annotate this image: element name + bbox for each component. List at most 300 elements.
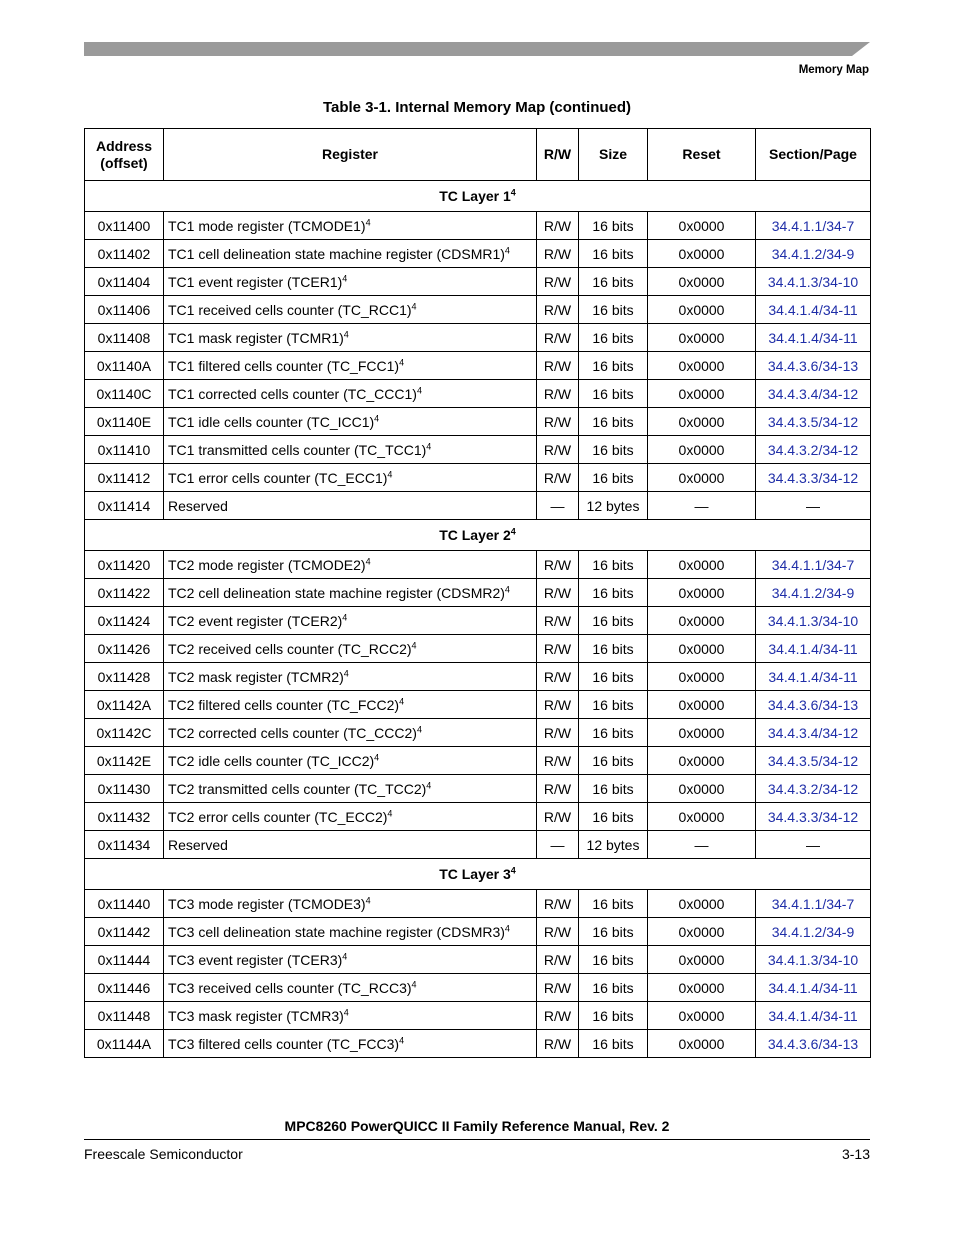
section-page-link[interactable]: 34.4.3.4/34-12	[767, 385, 859, 402]
rw-cell: R/W	[537, 775, 579, 803]
rw-cell: R/W	[537, 918, 579, 946]
address-cell: 0x11442	[85, 918, 164, 946]
section-page-cell	[756, 408, 871, 436]
register-cell	[164, 946, 537, 974]
section-page-cell	[756, 663, 871, 691]
address-cell: 0x1140A	[85, 352, 164, 380]
section-title	[85, 859, 871, 890]
footnote-ref: 4	[504, 244, 510, 255]
section-page-link[interactable]: 34.4.3.3/34-12	[767, 469, 859, 486]
section-page-cell	[756, 240, 871, 268]
section-title	[85, 181, 871, 212]
register-name: TC1 filtered cells counter (TC_FCC1)	[168, 357, 400, 374]
size-cell: 16 bits	[579, 946, 648, 974]
table-row	[85, 974, 871, 1002]
address-cell: 0x11414	[85, 492, 164, 520]
reset-cell: 0x0000	[648, 719, 756, 747]
rw-cell: R/W	[537, 324, 579, 352]
address-cell: 0x11432	[85, 803, 164, 831]
footer-company: Freescale Semiconductor	[84, 1146, 243, 1162]
register-cell	[164, 803, 537, 831]
size-cell: 16 bits	[579, 663, 648, 691]
table-row	[85, 296, 871, 324]
size-cell: 16 bits	[579, 324, 648, 352]
register-name: Reserved	[168, 497, 228, 514]
section-page-text: —	[806, 836, 820, 853]
rw-cell: R/W	[537, 240, 579, 268]
section-page-link[interactable]: 34.4.1.2/34-9	[771, 584, 855, 601]
size-cell: 16 bits	[579, 803, 648, 831]
section-page-cell	[756, 464, 871, 492]
register-cell	[164, 380, 537, 408]
table-row	[85, 607, 871, 635]
footnote-ref: 4	[416, 384, 422, 395]
rw-cell: R/W	[537, 747, 579, 775]
col-header-register: Register	[164, 129, 537, 181]
rw-cell: R/W	[537, 380, 579, 408]
reset-cell: 0x0000	[648, 268, 756, 296]
section-page-link[interactable]: 34.4.1.4/34-11	[768, 640, 858, 657]
footnote-ref: 4	[510, 187, 516, 198]
footnote-ref: 4	[411, 300, 417, 311]
section-title	[85, 520, 871, 551]
rw-cell: R/W	[537, 691, 579, 719]
address-cell: 0x1144A	[85, 1030, 164, 1058]
table-row	[85, 635, 871, 663]
footnote-ref: 4	[426, 440, 432, 451]
size-cell: 16 bits	[579, 918, 648, 946]
section-page-cell	[756, 1002, 871, 1030]
rw-cell: R/W	[537, 890, 579, 918]
footnote-ref: 4	[504, 922, 510, 933]
section-page-link[interactable]: 34.4.3.4/34-12	[767, 724, 859, 741]
register-name: TC2 corrected cells counter (TC_CCC2)	[168, 724, 417, 741]
address-cell: 0x11426	[85, 635, 164, 663]
section-page-link[interactable]: 34.4.3.5/34-12	[767, 752, 859, 769]
size-cell: 16 bits	[579, 268, 648, 296]
register-name: TC2 error cells counter (TC_ECC2)	[168, 808, 388, 825]
col-header-address	[85, 129, 164, 181]
reset-cell: 0x0000	[648, 691, 756, 719]
reset-cell: 0x0000	[648, 918, 756, 946]
register-name: TC1 cell delineation state machine register (CDSMR1)	[168, 245, 505, 262]
address-cell: 0x11448	[85, 1002, 164, 1030]
size-cell: 16 bits	[579, 607, 648, 635]
address-cell: 0x1142E	[85, 747, 164, 775]
reset-cell: 0x0000	[648, 212, 756, 240]
size-cell: 12 bytes	[579, 492, 648, 520]
footnote-ref: 4	[387, 807, 393, 818]
section-page-link[interactable]: 34.4.1.4/34-11	[768, 979, 858, 996]
section-page-cell	[756, 324, 871, 352]
footnote-ref: 4	[343, 328, 349, 339]
address-cell: 0x11406	[85, 296, 164, 324]
register-name: TC2 cell delineation state machine register (CDSMR2)	[168, 584, 505, 601]
reset-cell: —	[648, 492, 756, 520]
col-header-section: Section/Page	[756, 129, 871, 181]
section-page-cell	[756, 719, 871, 747]
section-page-cell	[756, 974, 871, 1002]
section-header-row	[85, 859, 871, 890]
section-page-cell	[756, 212, 871, 240]
register-cell	[164, 268, 537, 296]
section-page-link[interactable]: 34.4.1.3/34-10	[767, 273, 859, 290]
register-cell	[164, 691, 537, 719]
section-page-link[interactable]: 34.4.3.2/34-12	[767, 441, 859, 458]
register-name: TC3 cell delineation state machine register (CDSMR3)	[168, 923, 505, 940]
rw-cell: R/W	[537, 1002, 579, 1030]
footnote-ref: 4	[411, 639, 417, 650]
table-row	[85, 492, 871, 520]
table-title: Table 3-1. Internal Memory Map (continued)	[322, 99, 632, 116]
table-row	[85, 579, 871, 607]
section-page-cell	[756, 803, 871, 831]
reset-cell: 0x0000	[648, 436, 756, 464]
table-row	[85, 380, 871, 408]
register-name: TC3 event register (TCER3)	[168, 951, 343, 968]
section-page-cell	[756, 831, 871, 859]
footnote-ref: 4	[510, 526, 516, 537]
size-cell: 16 bits	[579, 464, 648, 492]
rw-cell: R/W	[537, 663, 579, 691]
rw-cell: R/W	[537, 464, 579, 492]
register-cell	[164, 775, 537, 803]
address-cell: 0x11428	[85, 663, 164, 691]
footnote-ref: 4	[399, 1034, 405, 1045]
table-row	[85, 1002, 871, 1030]
address-cell: 0x11440	[85, 890, 164, 918]
address-cell: 0x11400	[85, 212, 164, 240]
rw-cell: —	[537, 831, 579, 859]
address-cell: 0x11404	[85, 268, 164, 296]
address-cell: 0x11412	[85, 464, 164, 492]
size-cell: 16 bits	[579, 579, 648, 607]
footnote-ref: 4	[387, 468, 393, 479]
section-page-cell	[756, 436, 871, 464]
section-page-link[interactable]: 34.4.3.6/34-13	[767, 357, 859, 374]
address-cell: 0x1142A	[85, 691, 164, 719]
section-page-link[interactable]: 34.4.1.4/34-11	[768, 1007, 858, 1024]
table-row	[85, 352, 871, 380]
rw-cell: R/W	[537, 719, 579, 747]
address-cell: 0x11410	[85, 436, 164, 464]
table-row	[85, 436, 871, 464]
section-page-link[interactable]: 34.4.3.3/34-12	[767, 808, 859, 825]
table-row	[85, 551, 871, 579]
register-cell	[164, 918, 537, 946]
rw-cell: R/W	[537, 974, 579, 1002]
address-cell: 0x11424	[85, 607, 164, 635]
section-page-cell	[756, 268, 871, 296]
footnote-ref: 4	[342, 950, 348, 961]
reset-cell: 0x0000	[648, 803, 756, 831]
footnote-ref: 4	[411, 978, 417, 989]
table-row	[85, 324, 871, 352]
register-cell	[164, 492, 537, 520]
rw-cell: —	[537, 492, 579, 520]
reset-cell: 0x0000	[648, 240, 756, 268]
section-page-link[interactable]: 34.4.3.2/34-12	[767, 780, 859, 797]
reset-cell: 0x0000	[648, 324, 756, 352]
section-page-link[interactable]: 34.4.1.1/34-7	[771, 556, 855, 573]
register-cell	[164, 324, 537, 352]
reset-cell: 0x0000	[648, 974, 756, 1002]
reset-cell: 0x0000	[648, 890, 756, 918]
running-head: Memory Map	[798, 64, 869, 76]
section-page-link[interactable]: 34.4.1.4/34-11	[768, 301, 858, 318]
rw-cell: R/W	[537, 296, 579, 324]
section-page-cell	[756, 918, 871, 946]
size-cell: 16 bits	[579, 436, 648, 464]
register-cell	[164, 579, 537, 607]
size-cell: 16 bits	[579, 1030, 648, 1058]
section-title-text: TC Layer 2	[439, 527, 511, 543]
footnote-ref: 4	[342, 272, 348, 283]
footnote-ref: 4	[426, 779, 432, 790]
section-page-cell	[756, 1030, 871, 1058]
register-cell	[164, 212, 537, 240]
section-page-link[interactable]: 34.4.3.6/34-13	[767, 696, 859, 713]
reset-cell: 0x0000	[648, 1002, 756, 1030]
register-name: TC2 mask register (TCMR2)	[168, 668, 344, 685]
section-page-cell	[756, 380, 871, 408]
header-bar	[84, 42, 870, 56]
size-cell: 16 bits	[579, 747, 648, 775]
footnote-ref: 4	[399, 695, 405, 706]
rw-cell: R/W	[537, 946, 579, 974]
register-cell	[164, 352, 537, 380]
size-cell: 16 bits	[579, 212, 648, 240]
reset-cell: 0x0000	[648, 663, 756, 691]
footnote-ref: 4	[343, 1006, 349, 1017]
register-name: TC2 event register (TCER2)	[168, 612, 343, 629]
table-row	[85, 1030, 871, 1058]
register-cell	[164, 719, 537, 747]
register-cell	[164, 1002, 537, 1030]
reset-cell: 0x0000	[648, 775, 756, 803]
reset-cell: 0x0000	[648, 464, 756, 492]
section-page-cell	[756, 890, 871, 918]
col-header-size: Size	[579, 129, 648, 181]
register-cell	[164, 551, 537, 579]
footnote-ref: 4	[365, 216, 371, 227]
rw-cell: R/W	[537, 436, 579, 464]
register-name: Reserved	[168, 836, 228, 853]
table-row	[85, 775, 871, 803]
table-row	[85, 212, 871, 240]
address-cell: 0x11444	[85, 946, 164, 974]
memory-map-table	[84, 128, 871, 1058]
register-name: TC1 idle cells counter (TC_ICC1)	[168, 413, 375, 430]
register-name: TC2 mode register (TCMODE2)	[168, 556, 366, 573]
register-cell	[164, 1030, 537, 1058]
table-row	[85, 747, 871, 775]
section-page-cell	[756, 296, 871, 324]
register-cell	[164, 831, 537, 859]
section-page-cell	[756, 946, 871, 974]
section-page-cell	[756, 635, 871, 663]
reset-cell: 0x0000	[648, 296, 756, 324]
table-row	[85, 890, 871, 918]
register-cell	[164, 296, 537, 324]
col-header-reset: Reset	[648, 129, 756, 181]
section-page-link[interactable]: 34.4.1.3/34-10	[767, 951, 859, 968]
register-cell	[164, 240, 537, 268]
footnote-ref: 4	[399, 356, 405, 367]
section-page-link[interactable]: 34.4.1.1/34-7	[771, 217, 855, 234]
size-cell: 16 bits	[579, 775, 648, 803]
section-page-link[interactable]: 34.4.3.6/34-13	[767, 1035, 859, 1052]
reset-cell: 0x0000	[648, 747, 756, 775]
size-cell: 16 bits	[579, 691, 648, 719]
register-name: TC2 transmitted cells counter (TC_TCC2)	[168, 780, 427, 797]
section-page-cell	[756, 775, 871, 803]
register-name: TC2 filtered cells counter (TC_FCC2)	[168, 696, 400, 713]
footnote-ref: 4	[510, 865, 516, 876]
register-name: TC1 error cells counter (TC_ECC1)	[168, 469, 388, 486]
rw-cell: R/W	[537, 1030, 579, 1058]
rw-cell: R/W	[537, 408, 579, 436]
reset-cell: 0x0000	[648, 380, 756, 408]
address-cell: 0x11402	[85, 240, 164, 268]
size-cell: 16 bits	[579, 296, 648, 324]
rw-cell: R/W	[537, 607, 579, 635]
size-cell: 16 bits	[579, 1002, 648, 1030]
section-header-row	[85, 181, 871, 212]
address-cell: 0x1142C	[85, 719, 164, 747]
reset-cell: 0x0000	[648, 408, 756, 436]
section-page-cell	[756, 352, 871, 380]
section-page-text: —	[806, 497, 820, 514]
size-cell: 16 bits	[579, 551, 648, 579]
reset-cell: 0x0000	[648, 607, 756, 635]
table-row	[85, 918, 871, 946]
section-page-cell	[756, 492, 871, 520]
reset-cell: 0x0000	[648, 635, 756, 663]
address-cell: 0x11430	[85, 775, 164, 803]
reset-cell: 0x0000	[648, 1030, 756, 1058]
footer-rule	[84, 1139, 870, 1140]
register-cell	[164, 607, 537, 635]
rw-cell: R/W	[537, 268, 579, 296]
table-row	[85, 803, 871, 831]
table-row	[85, 663, 871, 691]
section-page-cell	[756, 551, 871, 579]
reset-cell: 0x0000	[648, 352, 756, 380]
size-cell: 12 bytes	[579, 831, 648, 859]
size-cell: 16 bits	[579, 719, 648, 747]
size-cell: 16 bits	[579, 635, 648, 663]
col-header-address-line2: (offset)	[100, 154, 148, 171]
table-header-row	[85, 129, 871, 181]
reset-cell: —	[648, 831, 756, 859]
address-cell: 0x1140C	[85, 380, 164, 408]
size-cell: 16 bits	[579, 890, 648, 918]
footnote-ref: 4	[374, 751, 380, 762]
reset-cell: 0x0000	[648, 946, 756, 974]
address-cell: 0x11408	[85, 324, 164, 352]
size-cell: 16 bits	[579, 380, 648, 408]
rw-cell: R/W	[537, 635, 579, 663]
address-cell: 0x1140E	[85, 408, 164, 436]
register-name: TC1 mask register (TCMR1)	[168, 329, 344, 346]
register-name: TC2 idle cells counter (TC_ICC2)	[168, 752, 375, 769]
section-header-row	[85, 520, 871, 551]
rw-cell: R/W	[537, 579, 579, 607]
register-name: TC3 received cells counter (TC_RCC3)	[168, 979, 412, 996]
section-page-link[interactable]: 34.4.1.4/34-11	[768, 329, 858, 346]
table-row	[85, 831, 871, 859]
register-cell	[164, 635, 537, 663]
table-row	[85, 691, 871, 719]
section-page-link[interactable]: 34.4.1.1/34-7	[771, 895, 855, 912]
footnote-ref: 4	[365, 894, 371, 905]
register-name: TC1 transmitted cells counter (TC_TCC1)	[168, 441, 427, 458]
reset-cell: 0x0000	[648, 579, 756, 607]
col-header-address-line1: Address	[95, 137, 153, 154]
section-page-cell	[756, 579, 871, 607]
section-page-link[interactable]: 34.4.3.5/34-12	[767, 413, 859, 430]
size-cell: 16 bits	[579, 240, 648, 268]
section-page-link[interactable]: 34.4.1.2/34-9	[771, 245, 855, 262]
table-row	[85, 946, 871, 974]
size-cell: 16 bits	[579, 352, 648, 380]
register-cell	[164, 464, 537, 492]
register-cell	[164, 974, 537, 1002]
footnote-ref: 4	[504, 583, 510, 594]
footnote-ref: 4	[416, 723, 422, 734]
register-name: TC3 filtered cells counter (TC_FCC3)	[168, 1035, 400, 1052]
register-cell	[164, 747, 537, 775]
section-page-link[interactable]: 34.4.1.4/34-11	[768, 668, 858, 685]
rw-cell: R/W	[537, 803, 579, 831]
register-name: TC2 received cells counter (TC_RCC2)	[168, 640, 412, 657]
register-cell	[164, 890, 537, 918]
section-page-cell	[756, 607, 871, 635]
footer-page-number: 3-13	[841, 1146, 870, 1162]
table-row	[85, 268, 871, 296]
section-page-cell	[756, 691, 871, 719]
register-cell	[164, 436, 537, 464]
rw-cell: R/W	[537, 212, 579, 240]
footnote-ref: 4	[365, 555, 371, 566]
address-cell: 0x11420	[85, 551, 164, 579]
section-page-link[interactable]: 34.4.1.2/34-9	[771, 923, 855, 940]
footnote-ref: 4	[342, 611, 348, 622]
document-title: MPC8260 PowerQUICC II Family Reference Manual, Rev. 2	[284, 1118, 670, 1134]
address-cell: 0x11422	[85, 579, 164, 607]
register-name: TC1 event register (TCER1)	[168, 273, 343, 290]
register-name: TC1 corrected cells counter (TC_CCC1)	[168, 385, 417, 402]
reset-cell: 0x0000	[648, 551, 756, 579]
footnote-ref: 4	[374, 412, 380, 423]
table-row	[85, 464, 871, 492]
col-header-rw: R/W	[537, 129, 579, 181]
table-row	[85, 240, 871, 268]
section-page-link[interactable]: 34.4.1.3/34-10	[767, 612, 859, 629]
address-cell: 0x11434	[85, 831, 164, 859]
section-page-cell	[756, 747, 871, 775]
footnote-ref: 4	[343, 667, 349, 678]
register-cell	[164, 408, 537, 436]
size-cell: 16 bits	[579, 408, 648, 436]
address-cell: 0x11446	[85, 974, 164, 1002]
table-row	[85, 719, 871, 747]
table-row	[85, 408, 871, 436]
rw-cell: R/W	[537, 352, 579, 380]
size-cell: 16 bits	[579, 974, 648, 1002]
section-title-text: TC Layer 1	[439, 188, 511, 204]
